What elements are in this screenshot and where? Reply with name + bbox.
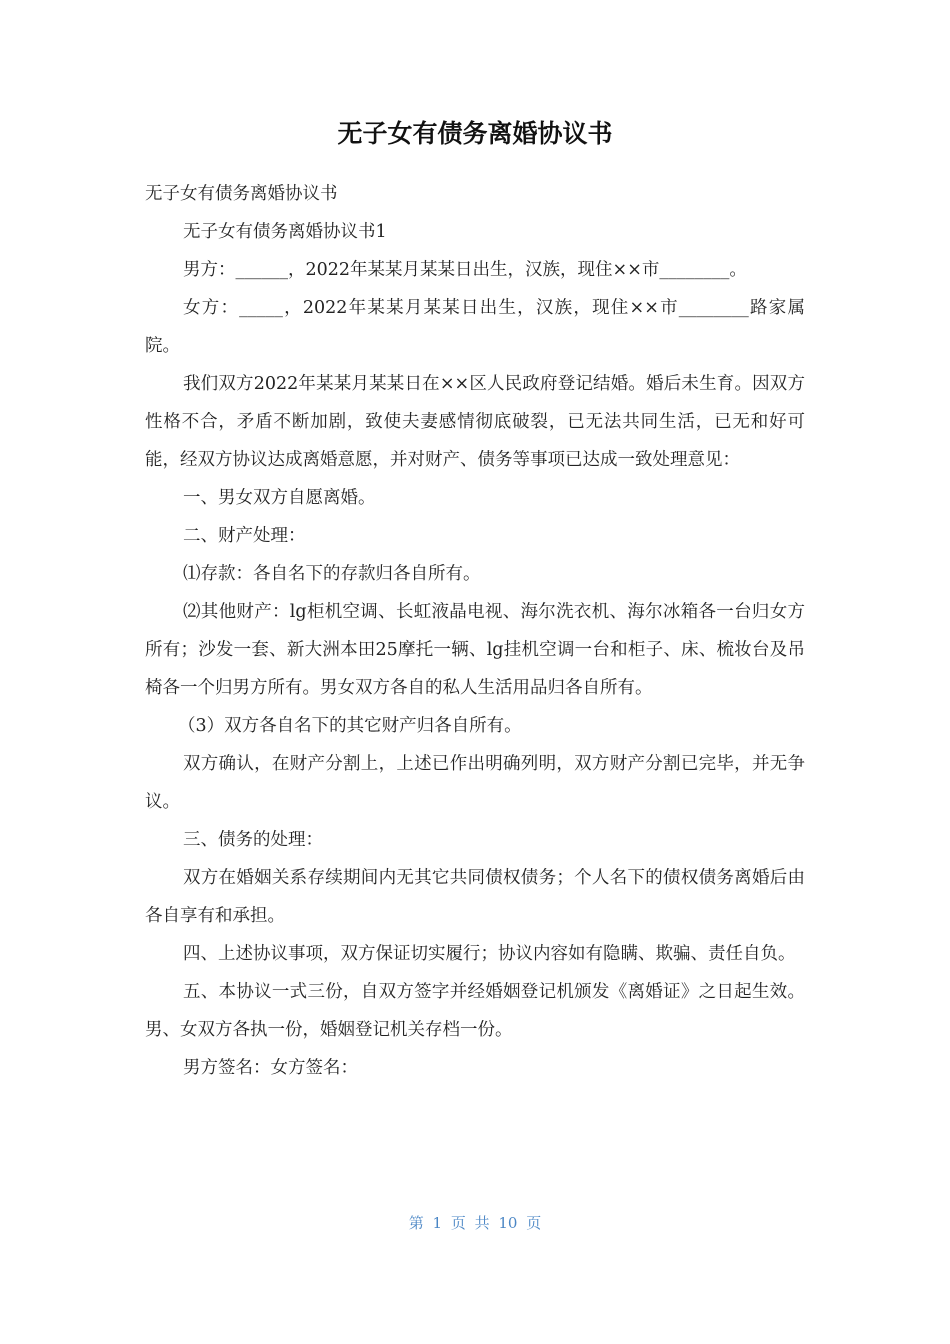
paragraph-male-party: 男方：______，2022年某某月某某日出生，汉族，现住××市________。 [183, 260, 747, 280]
paragraph-clause-2-1: ⑴存款：各自名下的存款归各自所有。 [183, 564, 481, 584]
document-title: 无子女有债务离婚协议书 [337, 119, 613, 148]
paragraph-signatures: 男方签名：女方签名： [183, 1058, 358, 1078]
paragraph-clause-1: 一、男女双方自愿离婚。 [183, 488, 376, 508]
paragraph-female-party: 女方：_____，2022年某某月某某日出生，汉族，现住××市________路家属院。 [145, 298, 805, 356]
document-body [145, 175, 805, 1087]
paragraph-clause-3-body: 双方在婚姻关系存续期间内无其它共同债权债务；个人名下的债权债务离婚后由各自享有和承担。 [145, 868, 805, 926]
paragraph-clause-2-2: ⑵其他财产：lg柜机空调、长虹液晶电视、海尔洗衣机、海尔冰箱各一台归女方所有；沙发一套、新大洲本田25摩托一辆、lg挂机空调一台和柜子、床、梳妆台及吊椅各一个归男方所有。男女双方各自的私人生活用品归各自所有。 [145, 602, 805, 698]
footer-middle: 页 共 [450, 1214, 490, 1232]
paragraph-heading: 无子女有债务离婚协议书 [145, 184, 338, 204]
footer-suffix: 页 [526, 1214, 542, 1232]
footer-total-pages: 10 [498, 1214, 518, 1232]
paragraph-background: 我们双方2022年某某月某某日在××区人民政府登记结婚。婚后未生育。因双方性格不合，矛盾不断加剧，致使夫妻感情彻底破裂，已无法共同生活，已无和好可能，经双方协议达成离婚意愿，并对财产、债务等事项已达成一致处理意见： [145, 374, 805, 470]
footer-prefix: 第 [408, 1214, 424, 1232]
paragraph-subheading: 无子女有债务离婚协议书1 [183, 222, 387, 242]
page-footer [0, 1211, 950, 1235]
paragraph-clause-4: 四、上述协议事项，双方保证切实履行；协议内容如有隐瞒、欺骗、责任自负。 [183, 944, 796, 964]
paragraph-clause-2-3: （3）双方各自名下的其它财产归各自所有。 [178, 716, 522, 736]
paragraph-clause-2: 二、财产处理： [183, 526, 306, 546]
footer-current-page: 1 [432, 1214, 443, 1232]
paragraph-clause-5: 五、本协议一式三份，自双方签字并经婚姻登记机颁发《离婚证》之日起生效。男、女双方各执一份，婚姻登记机关存档一份。 [145, 982, 805, 1040]
paragraph-clause-3: 三、债务的处理： [183, 830, 323, 850]
paragraph-confirmation: 双方确认，在财产分割上，上述已作出明确列明，双方财产分割已完毕，并无争议。 [145, 754, 805, 812]
